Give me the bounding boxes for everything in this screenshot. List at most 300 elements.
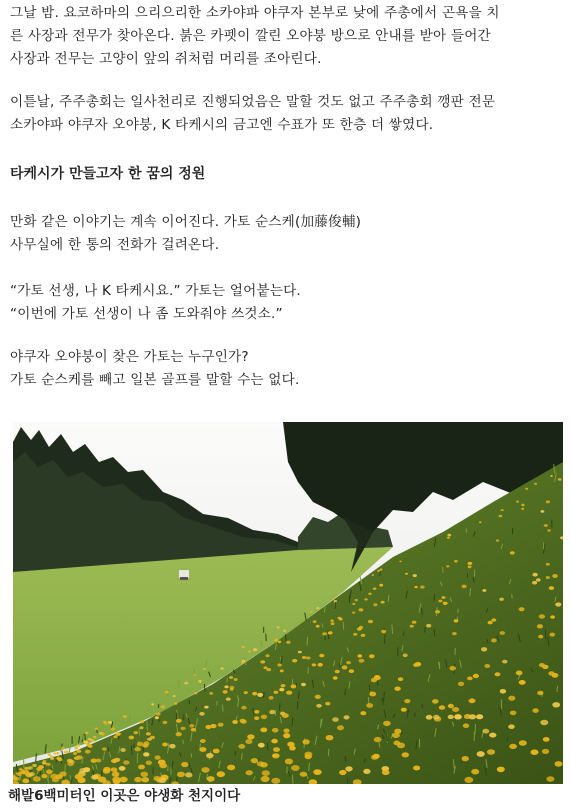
wildflower — [24, 767, 28, 770]
paragraph-5-line-1: 야쿠자 오야붕이 찾은 가토는 누구인가? — [10, 349, 249, 365]
grass-blade — [297, 701, 298, 709]
paragraph-5-line-2: 가토 순스케를 빼고 일본 골프를 말할 수는 없다. — [10, 372, 300, 388]
wildflower — [404, 699, 410, 703]
wildflower — [85, 732, 89, 735]
wildflower — [50, 757, 54, 760]
wildflower — [111, 727, 116, 730]
wildflower — [301, 683, 306, 686]
wildflower — [546, 776, 554, 782]
wildflower — [471, 769, 479, 775]
wildflower — [203, 668, 206, 670]
wildflower — [257, 693, 263, 697]
wildflower — [194, 674, 197, 676]
wildflower — [247, 734, 254, 739]
wildflower — [448, 715, 454, 719]
wildflower — [491, 618, 496, 621]
wildflower — [155, 755, 161, 759]
wildflower — [442, 596, 446, 599]
wildflower — [454, 560, 458, 563]
wildflower — [242, 646, 245, 648]
wildflower — [229, 676, 233, 679]
wildflower — [245, 739, 252, 744]
wildflower — [462, 585, 467, 589]
wildflower — [258, 743, 265, 748]
wildflower — [398, 677, 403, 681]
paragraph-3-line-2: 사무실에 한 통의 전화가 걸려온다. — [10, 237, 220, 253]
wildflower — [184, 682, 188, 685]
wildflower — [476, 714, 483, 719]
wildflower — [83, 767, 90, 772]
wildflower — [462, 756, 469, 761]
wildflower — [134, 731, 139, 734]
wildflower — [439, 705, 445, 709]
wildflower — [446, 565, 449, 567]
wildflower — [546, 500, 550, 503]
wildflower — [174, 702, 177, 704]
wildflower — [381, 630, 386, 634]
wildflower — [415, 662, 421, 667]
wildflower — [546, 576, 550, 579]
wildflower — [96, 759, 102, 763]
wildflower — [413, 766, 420, 771]
wildflower — [298, 651, 302, 654]
wildflower — [368, 593, 372, 596]
wildflower — [325, 702, 330, 706]
wildflower — [539, 614, 545, 618]
wildflower — [86, 743, 91, 746]
wildflower — [521, 504, 525, 507]
paragraph-4 — [10, 280, 565, 326]
wildflower — [232, 720, 238, 724]
wildflower — [159, 763, 167, 768]
wildflower — [519, 607, 525, 611]
wildflower — [123, 715, 127, 718]
wildflower — [469, 714, 476, 719]
wildflower — [115, 732, 120, 736]
wildflower — [257, 761, 265, 766]
wildflower — [165, 691, 169, 694]
wildflower — [50, 774, 57, 779]
wildflower — [95, 728, 98, 730]
wildflower — [502, 660, 507, 664]
wildflower — [98, 777, 107, 783]
wildflower — [334, 600, 337, 602]
wildflower — [272, 753, 280, 758]
wildflower — [316, 704, 322, 708]
wildflower — [420, 586, 424, 589]
wildflower — [438, 600, 442, 603]
wildflower — [78, 777, 86, 783]
wildflower — [43, 760, 47, 763]
wildflower — [198, 680, 202, 683]
wildflower — [519, 740, 527, 746]
wildflower — [156, 712, 161, 715]
wildflower — [77, 750, 82, 753]
wildflower — [248, 650, 251, 652]
wildflower — [410, 625, 414, 628]
wildflower — [207, 776, 215, 782]
wildflower — [541, 510, 545, 513]
wildflower — [516, 671, 523, 676]
paragraph-1-line-2: 른 사장과 전무가 찾아온다. 붉은 카펫이 깔린 오야붕 방으로 안내를 받아 들어간 — [10, 28, 491, 44]
wildflower — [516, 501, 519, 503]
wildflower — [538, 635, 543, 639]
wildflower — [91, 775, 98, 780]
wildflower — [481, 647, 487, 651]
golf-course-photo-illustration — [13, 422, 563, 784]
wildflower — [291, 684, 297, 688]
grass-blade — [292, 775, 293, 784]
wildflower — [401, 708, 407, 712]
wildflower — [546, 563, 550, 566]
paragraph-1-line-3: 사장과 전무는 고양이 앞의 쥐처럼 머리를 조아린다. — [10, 51, 322, 67]
wildflower — [272, 728, 279, 733]
wildflower — [373, 587, 377, 590]
wildflower — [346, 661, 351, 664]
wildflower — [260, 728, 267, 733]
wildflower — [473, 674, 479, 678]
grass-blade — [343, 622, 344, 630]
wildflower — [230, 686, 235, 689]
wildflower — [534, 483, 537, 485]
wildflower — [269, 696, 274, 700]
wildflower — [531, 749, 539, 755]
wildflower — [393, 741, 400, 746]
wildflower — [344, 715, 350, 719]
wildflower — [379, 584, 383, 587]
wildflower — [100, 732, 105, 735]
wildflower — [285, 759, 293, 765]
wildflower — [374, 737, 382, 742]
grass-blade — [308, 667, 309, 674]
wildflower — [254, 710, 259, 714]
wildflower — [532, 708, 538, 713]
paragraph-3-line-1: 만화 같은 이야기는 계속 이어진다. 가토 순스케(加藤俊輔) — [10, 214, 362, 230]
wildflower — [153, 776, 160, 781]
wildflower — [537, 691, 543, 695]
wildflower — [64, 750, 69, 753]
wildflower — [443, 602, 448, 605]
wildflower — [414, 586, 417, 588]
wildflower — [432, 699, 439, 704]
wildflower — [495, 672, 501, 676]
wildflower — [241, 706, 246, 710]
wildflower — [548, 671, 554, 676]
wildflower — [56, 757, 61, 761]
wildflower — [200, 739, 206, 743]
wildflower — [146, 732, 151, 736]
wildflower — [302, 739, 309, 744]
wildflower — [509, 744, 517, 749]
wildflower — [199, 712, 204, 716]
wildflower — [29, 772, 35, 776]
wildflower — [114, 735, 118, 738]
wildflower — [181, 727, 186, 731]
grass-blade — [422, 704, 423, 709]
paragraph-4-line-2: “이번에 가토 선생이 나 좀 도와줘야 쓰것소.” — [10, 306, 283, 322]
grass-blade — [65, 764, 66, 773]
wildflower — [254, 716, 259, 720]
wildflower — [273, 747, 280, 752]
wildflower — [274, 691, 279, 694]
golf-cart — [179, 570, 189, 578]
grass-blade — [179, 679, 180, 688]
wildflower — [317, 607, 320, 609]
wildflower — [345, 766, 352, 771]
wildflower — [143, 752, 149, 756]
wildflower — [542, 749, 549, 754]
paragraph-3 — [10, 211, 565, 257]
wildflower — [271, 778, 280, 784]
grass-blade — [204, 684, 205, 692]
wildflower — [413, 574, 417, 577]
wildflower — [260, 660, 265, 663]
wildflower — [119, 766, 126, 771]
wildflower — [375, 676, 381, 680]
wildflower — [135, 747, 141, 751]
wildflower — [331, 622, 335, 625]
golf-course-photo — [13, 422, 563, 784]
wildflower — [542, 665, 548, 669]
wildflower — [452, 632, 457, 635]
wildflower — [544, 524, 548, 527]
wildflower — [15, 772, 18, 774]
wildflower — [191, 728, 196, 732]
wildflower — [241, 662, 244, 664]
wildflower — [28, 766, 33, 769]
wildflower — [469, 698, 476, 703]
wildflower — [218, 723, 224, 727]
wildflower — [141, 772, 149, 777]
wildflower — [558, 478, 562, 481]
wildflower — [382, 770, 390, 775]
wildflower — [113, 758, 119, 762]
wildflower — [369, 654, 375, 658]
grass-blade — [328, 630, 329, 639]
wildflower — [278, 641, 282, 644]
wildflower — [305, 754, 312, 759]
wildflower — [371, 755, 378, 760]
wildflower — [262, 770, 270, 776]
wildflower — [46, 763, 51, 766]
wildflower — [120, 748, 126, 752]
wildflower — [361, 634, 366, 637]
wildflower — [499, 598, 504, 601]
wildflower — [435, 610, 440, 613]
wildflower — [352, 612, 355, 614]
wildflower — [266, 654, 270, 657]
wildflower — [224, 685, 228, 688]
wildflower — [366, 703, 373, 708]
wildflower — [489, 733, 496, 738]
wildflower — [510, 711, 517, 716]
wildflower — [355, 599, 358, 601]
wildflower — [403, 654, 408, 658]
wildflower — [169, 744, 175, 749]
wildflower — [137, 742, 144, 747]
wildflower — [458, 682, 464, 687]
wildflower — [138, 765, 145, 770]
wildflower — [479, 521, 482, 523]
wildflower — [452, 707, 459, 712]
wildflower — [447, 534, 451, 537]
wildflower — [279, 688, 284, 692]
wildflower — [282, 713, 289, 718]
wildflower — [74, 756, 79, 760]
wildflower — [332, 717, 339, 722]
wildflower — [364, 598, 367, 600]
wildflower — [555, 761, 563, 767]
grass-blade — [512, 594, 513, 598]
wildflower — [426, 715, 433, 720]
wildflower — [426, 624, 431, 628]
wildflower — [251, 758, 258, 763]
wildflower — [288, 742, 295, 747]
wildflower — [487, 749, 495, 755]
wildflower — [377, 570, 380, 572]
grass-blade — [392, 625, 393, 635]
wildflower — [319, 654, 324, 658]
wildflower — [73, 752, 77, 755]
wildflower — [93, 736, 97, 739]
wildflower — [552, 702, 560, 707]
wildflower — [312, 663, 316, 666]
wildflower — [217, 771, 225, 777]
wildflower — [338, 617, 342, 619]
wildflower — [102, 747, 107, 750]
grass-blade — [309, 763, 310, 772]
wildflower — [300, 772, 307, 777]
wildflower — [177, 772, 185, 778]
wildflower — [322, 632, 327, 635]
wildflower — [263, 666, 267, 669]
wildflower — [405, 573, 408, 575]
wildflower — [111, 767, 118, 772]
wildflower — [67, 762, 74, 767]
wildflower — [328, 631, 333, 634]
wildflower — [333, 676, 338, 679]
wildflower — [315, 695, 321, 699]
wildflower — [550, 475, 553, 477]
wildflower — [220, 667, 224, 670]
wildflower — [283, 630, 286, 632]
wildflower — [85, 750, 91, 754]
wildflower — [155, 716, 159, 719]
wildflower — [368, 620, 373, 624]
wildflower — [61, 747, 65, 750]
wildflower — [227, 765, 235, 771]
wildflower — [306, 657, 310, 660]
wildflower — [189, 724, 194, 728]
grass-blade — [557, 686, 558, 692]
wildflower — [56, 752, 59, 754]
wildflower — [213, 749, 220, 754]
wildflower — [463, 723, 469, 728]
wildflower — [353, 633, 357, 636]
wildflower — [120, 777, 128, 783]
wildflower — [204, 706, 208, 709]
wildflower — [335, 670, 340, 673]
wildflower — [339, 770, 346, 775]
grass-blade — [275, 710, 276, 716]
wildflower — [161, 705, 166, 708]
paragraph-1 — [10, 2, 565, 71]
wildflower — [176, 719, 182, 723]
wildflower — [253, 648, 257, 651]
wildflower — [32, 764, 37, 767]
grass-blade — [134, 744, 135, 748]
wildflower — [112, 772, 120, 777]
wildflower — [496, 539, 499, 541]
wildflower — [246, 770, 253, 775]
wildflower — [447, 537, 450, 539]
grass-blade — [321, 719, 322, 726]
wildflower — [537, 624, 543, 628]
wildflower — [123, 760, 129, 764]
wildflower — [185, 772, 192, 777]
wildflower — [269, 710, 275, 714]
wildflower — [22, 779, 29, 784]
wildflower — [103, 767, 111, 772]
paragraph-2 — [10, 91, 565, 137]
wildflower — [508, 696, 515, 701]
wildflower — [482, 589, 486, 592]
wildflower — [201, 767, 209, 773]
wildflower — [146, 761, 152, 766]
wildflower — [286, 691, 292, 695]
paragraph-5 — [10, 346, 565, 392]
wildflower — [373, 603, 377, 606]
wildflower — [352, 603, 355, 605]
wildflower — [510, 551, 515, 554]
wildflower — [488, 621, 493, 625]
wildflower — [501, 509, 504, 511]
wildflower — [330, 619, 334, 622]
grass-blade — [147, 721, 148, 731]
grass-blade — [36, 753, 37, 761]
wildflower — [500, 631, 505, 635]
grass-blade — [379, 742, 380, 747]
grass-blade — [425, 627, 426, 633]
wildflower — [543, 737, 550, 742]
wildflower — [134, 777, 142, 782]
wildflower — [291, 765, 300, 771]
wildflower — [83, 740, 88, 743]
grass-blade — [279, 703, 280, 710]
wildflower — [53, 752, 56, 754]
wildflower — [454, 714, 462, 719]
wildflower — [199, 747, 206, 752]
wildflower — [547, 529, 551, 531]
grass-blade — [222, 705, 223, 712]
wildflower — [76, 744, 80, 747]
wildflower — [326, 735, 334, 740]
wildflower — [277, 626, 280, 628]
wildflower — [140, 720, 144, 723]
grass-blade — [475, 724, 476, 734]
wildflower — [372, 574, 374, 576]
wildflower — [261, 776, 270, 782]
wildflower — [39, 765, 44, 768]
wildflower — [540, 720, 548, 726]
wildflower — [555, 602, 561, 606]
wildflower — [162, 743, 168, 747]
wildflower — [394, 687, 400, 691]
wildflower — [359, 659, 365, 663]
wildflower — [194, 692, 198, 694]
wildflower — [337, 725, 344, 730]
wildflower — [142, 777, 150, 782]
